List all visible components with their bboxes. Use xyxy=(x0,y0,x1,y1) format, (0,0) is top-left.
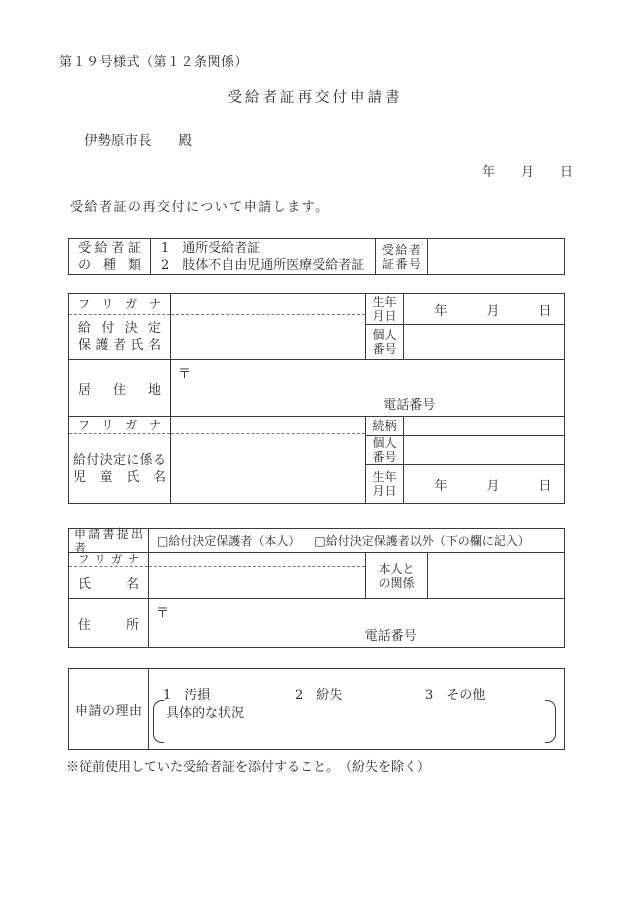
submitter-address-label: 住所 xyxy=(69,599,149,647)
cert-type-option-1[interactable]: 1 通所受給者証 xyxy=(161,240,261,256)
reason-detail-input[interactable] xyxy=(169,719,540,745)
guardian-subvalue-col xyxy=(404,294,564,359)
guardian-name-input[interactable] xyxy=(171,315,365,359)
checkbox-icon[interactable]: □ xyxy=(314,533,326,548)
cert-type-option-2[interactable]: 2 肢体不自由児通所医療受給者証 xyxy=(161,257,365,273)
submitter-relation-input[interactable] xyxy=(428,553,564,598)
child-subvalue-col xyxy=(404,417,564,503)
date-line: 年 月 日 xyxy=(481,165,573,180)
reason-options xyxy=(149,684,564,703)
reason-option-1[interactable]: 1 汚損 xyxy=(163,688,211,703)
submitter-row-label: 申請書提出者 xyxy=(69,529,149,552)
child-label-col xyxy=(69,417,171,503)
postal-mark: 〒 xyxy=(178,367,192,382)
submitter-table xyxy=(68,528,565,648)
submitter-name-block xyxy=(69,553,564,599)
child-name-label: 給付決定に係る 児童氏名 xyxy=(73,452,166,485)
phone-label: 電話番号 xyxy=(364,629,417,644)
cert-type-table xyxy=(68,238,565,275)
submitter-name-label-col xyxy=(69,553,149,598)
guardian-name-label: 給付決定 保護者氏名 xyxy=(78,321,161,353)
guardian-name-col xyxy=(171,294,366,359)
guardian-furigana-input[interactable] xyxy=(171,294,365,315)
guardian-personal-input[interactable] xyxy=(404,325,564,359)
submitter-options xyxy=(149,529,564,552)
residence-input[interactable] xyxy=(171,360,564,416)
child-furigana-label: フリガナ xyxy=(69,417,170,434)
reason-content xyxy=(149,669,564,749)
submitter-furigana-label: フリガナ xyxy=(69,553,148,567)
bracket-right-icon xyxy=(545,700,556,743)
cert-type-label: 受給者証 の種類 xyxy=(69,239,151,274)
child-relation-input[interactable] xyxy=(404,417,564,436)
cert-number-input[interactable] xyxy=(428,239,564,274)
submitter-header-row xyxy=(69,526,564,555)
footnote: ※従前使用していた受給者証を添付すること。 （紛失を除く） xyxy=(66,760,431,775)
submitter-name-col xyxy=(149,553,366,598)
residence-label: 居住地 xyxy=(69,360,171,416)
child-block xyxy=(69,417,564,503)
child-birth-input[interactable]: 年 月 日 xyxy=(434,478,552,494)
submitter-relation-label: 本人と の関係 xyxy=(366,553,428,598)
addressee: 伊勢原市長 殿 xyxy=(84,133,192,149)
child-relation-label: 続柄 xyxy=(366,417,403,436)
reason-label: 申請の理由 xyxy=(69,669,149,749)
person-info-table xyxy=(68,293,565,504)
child-name-col xyxy=(171,417,366,503)
submitter-furigana-input[interactable] xyxy=(149,553,365,567)
child-name-input[interactable] xyxy=(171,434,365,503)
guardian-birth-input[interactable]: 年 月 日 xyxy=(404,294,564,325)
reason-option-3[interactable]: 3 その他 xyxy=(425,688,486,703)
declaration-text: 受給者証の再交付について申請します。 xyxy=(70,200,330,215)
checkbox-icon[interactable]: □ xyxy=(157,533,169,548)
submitter-name-input[interactable] xyxy=(149,567,365,598)
postal-mark: 〒 xyxy=(156,606,170,621)
child-sublabel-col xyxy=(366,417,404,503)
submitter-address-input[interactable] xyxy=(149,599,564,647)
submitter-option-other[interactable]: □ 給付決定保護者以外（下の欄に記入） xyxy=(314,533,530,548)
child-furigana-input[interactable] xyxy=(171,417,365,434)
page-title: 受給者証再交付申請書 xyxy=(227,90,403,106)
reason-option-2[interactable]: 2 紛失 xyxy=(295,688,343,703)
residence-block xyxy=(69,360,564,417)
guardian-personal-label: 個人 番号 xyxy=(372,328,397,356)
submitter-name-label: 氏名 xyxy=(78,577,139,592)
submitter-address-block xyxy=(69,599,564,647)
guardian-block xyxy=(69,294,564,360)
child-birth-label: 生年 月日 xyxy=(372,470,397,498)
reason-detail-label: 具体的な状況 xyxy=(166,706,245,721)
cert-type-options xyxy=(151,239,376,274)
bracket-left-icon xyxy=(153,700,164,743)
child-personal-input[interactable] xyxy=(404,436,564,465)
form-number: 第１９号様式（第１２条関係） xyxy=(59,55,249,70)
cert-number-label: 受給者 証番号 xyxy=(376,239,428,274)
submitter-option-self[interactable]: □ 給付決定保護者（本人） xyxy=(157,533,301,548)
reason-table xyxy=(68,668,565,750)
guardian-label-col xyxy=(69,294,171,359)
phone-label: 電話番号 xyxy=(383,398,436,413)
guardian-furigana-label: フリガナ xyxy=(69,294,170,315)
child-personal-label: 個人 番号 xyxy=(366,436,403,465)
guardian-birth-label: 生年 月日 xyxy=(366,294,403,325)
guardian-sublabel-col xyxy=(366,294,404,359)
